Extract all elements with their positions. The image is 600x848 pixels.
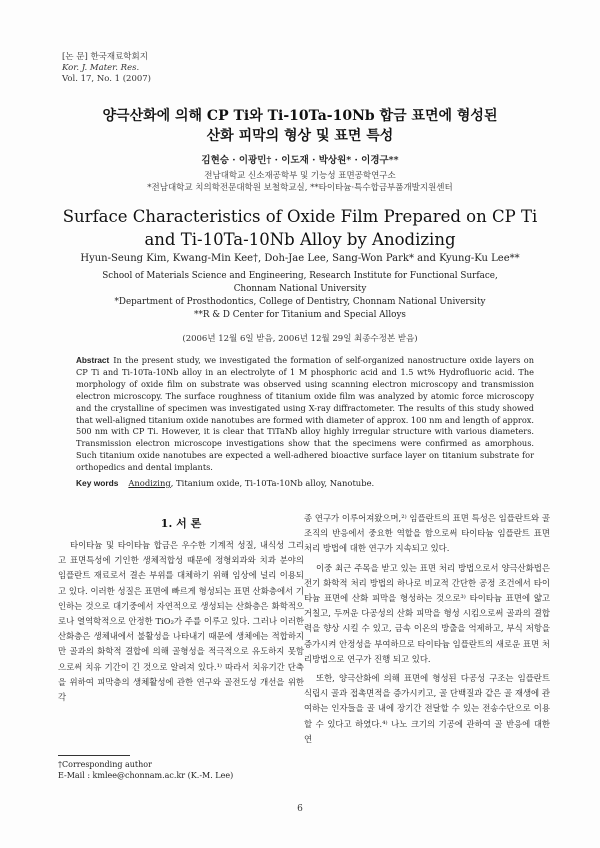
korean-title [40, 106, 560, 146]
english-authors: Hyun-Seung Kim, Kwang-Min Kee†, Doh-Jae Lee, Sang-Won Park* and Kyung-Ku Lee** [80, 253, 520, 264]
footnote-line-1: †Corresponding author [58, 760, 152, 769]
journal-line-3: Vol. 17, No. 1 (2007) [62, 74, 152, 84]
keywords-label: Key words [76, 478, 119, 488]
received-dates: (2006년 12월 6일 받음, 2006년 12월 29일 최종수정본 받음) [182, 334, 418, 344]
right-column-paragraph-3: 또한, 양극산화에 의해 표면에 형성된 다공성 구조는 임플란트 식립시 골과 접촉면적을 증가시키고, 골 단백질과 같은 골 재생에 관여하는 인자들을 골 내에 장기간 전달할 수 있는 전송수단으로 이용할 수 있다고 하였다.⁴⁾ 나노 크기의 기공에 관하여 골 반응에 대한 연 [304, 673, 550, 744]
right-column-paragraph-1: 종 연구가 이루어져왔으며,²⁾ 임플란트의 표면 특성은 임플란트와 골조직의 반응에서 중요한 역할을 함으로써 타이타늄 임플란트 표면 처리 방법에 대한 연구가 지속되고 있다. [304, 513, 550, 554]
english-affiliations [60, 270, 540, 322]
left-column-paragraph-1: 타이타늄 및 타이타늄 합금은 우수한 기계적 성질, 내식성 그리고 표면특성에 기인한 생체적합성 때문에 정형외과와 치과 분야의 임플란트 재료로서 결손 부위를 대체하기 위해 임상에 널리 이용되고 있다. 이러한 성질은 표면에 빠르게 형성되는 표면 산화층에서 기인하는 것으로 대기중에서 자연적으로 생성되는 산화층은 화학적으로나 열역학적으로 안정한 TiO₂가 주를 이루고 있다. 그러나 이러한 산화층은 생체내에서 불활성을 나타내기 때문에 생체에는 적합하지만 골과의 화학적 결합에 의해 골형성을 적극적으로 유도하지 못함으로써 치유 기간이 긴 것으로 알려져 있다.¹⁾ 따라서 치유기간 단축을 위하여 피막층의 생체활성에 관한 연구와 골전도성 개선을 위한 각 [58, 540, 304, 703]
korean-title-line-1: 양극산화에 의해 CP Ti와 Ti-10Ta-10Nb 합금 표면에 형성된 [102, 108, 498, 124]
abstract-text: In the present study, we investigated the formation of self-organized nanostructure oxide layers on CP Ti and Ti-10Ta-10Nb alloy in an electrolyte of 1 M phosphoric acid and 1.5 wt% Hydrofluoric acid. The morphology of oxide film on substrate was observed using scanning electron microscopy and transmission electron microscopy. The surface roughness of titanium oxide film was analyzed by atomic force microscopy and the crystalline of specimen was investigated using X-ray diffractometer. The results of this study showed that well-aligned titanium oxide nanotubes are formed with diameter of approx. 100 nm and length of approx. 500 nm with CP Ti. However, it is clear that TiTaNb alloy highly irregular structure with various diameters. Transmission electron microscope investigations show that the specimens were confirmed as amorphous. Such titanium oxide nanotubes are expected a well-adhered bioactive surface layer on titanium substrate for orthopedics and dental implants. [76, 355, 534, 473]
korean-affiliation-line-1: 전남대학교 신소재공학부 및 기능성 표면공학연구소 [204, 171, 396, 181]
korean-title-line-2: 산화 피막의 형상 및 표면 특성 [206, 128, 394, 144]
korean-affiliations [40, 170, 560, 194]
english-affiliation-line-4: **R & D Center for Titanium and Special Alloys [194, 310, 406, 320]
keywords-rest: , Titanium oxide, Ti-10Ta-10Nb alloy, Nanotube. [170, 478, 375, 488]
english-title-line-2: and Ti-10Ta-10Nb Alloy by Anodizing [144, 230, 456, 249]
abstract [76, 355, 534, 474]
footnote [58, 759, 304, 781]
journal-line-1: [논 문] 한국재료학회지 [62, 52, 148, 62]
right-column [304, 511, 550, 747]
journal-line-2: Kor. J. Mater. Res. [62, 63, 140, 73]
keywords [76, 478, 546, 488]
footnote-rule [58, 755, 130, 756]
page-number: 6 [297, 804, 303, 814]
left-column [58, 538, 304, 705]
english-title-line-1: Surface Characteristics of Oxide Film Prepared on CP Ti [62, 207, 538, 226]
english-affiliation-line-1: School of Materials Science and Engineering, Research Institute for Functional Surface, [102, 271, 498, 281]
footnote-email: E-Mail : kmlee@chonnam.ac.kr (K.-M. Lee) [58, 771, 234, 780]
korean-affiliation-line-2: *전남대학교 치의학전문대학원 보철학교실, **타이타늄·특수합금부품개발지원센터 [147, 183, 453, 193]
journal-info [62, 52, 151, 85]
section-heading-introduction: 1. 서 론 [160, 517, 202, 530]
english-affiliation-line-2: Chonnam National University [233, 284, 367, 294]
keyword-anodizing: Anodizing [128, 478, 171, 488]
abstract-label: Abstract [76, 356, 110, 365]
english-affiliation-line-3: *Department of Prosthodontics, College of Dentistry, Chonnam National University [114, 297, 486, 307]
right-column-paragraph-2: 이중 최근 주목을 받고 있는 표면 처리 방법으로서 양극산화법은 전기 화학적 처리 방법의 하나로 비교적 간단한 공정 조건에서 타이타늄 표면에 산화 피막을 형성하는 것으로³⁾ 타이타늄 표면에 얇고 거칠고, 두꺼운 다공성의 산화 피막을 형성 시킴으로써 골과의 결합력을 향상 시킬 수 있고, 금속 이온의 방출을 억제하고, 부식 저항을 증가시켜 안정성을 부여하므로 타이타늄 임플란트의 새로운 표면 처리방법으로 연구가 진행 되고 있다. [304, 562, 550, 664]
english-title [40, 205, 560, 251]
korean-authors: 김현승 · 이광민† · 이도재 · 박상원* · 이경구** [201, 155, 399, 166]
